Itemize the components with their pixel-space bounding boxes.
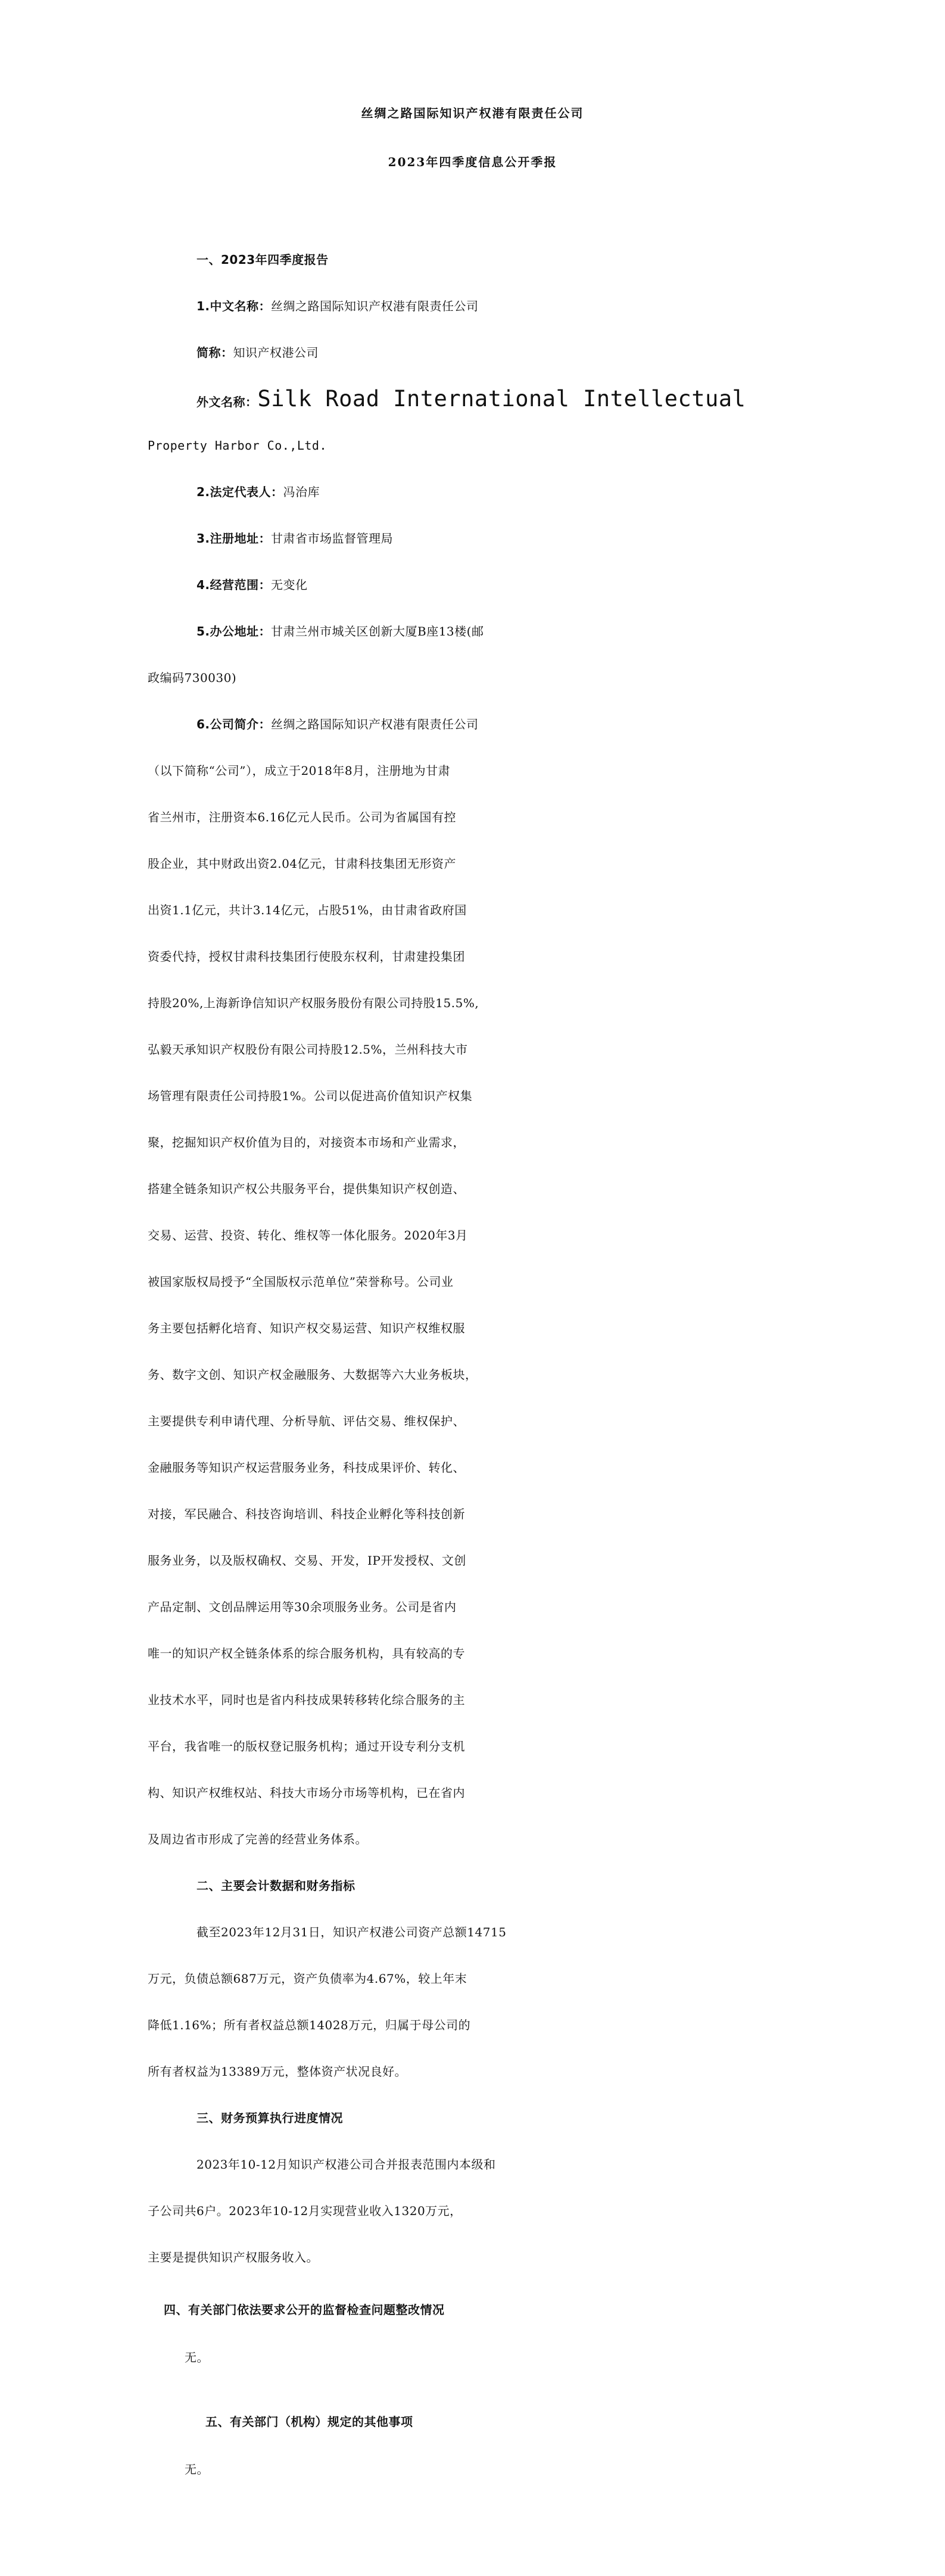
foreign-name	[197, 384, 945, 418]
section-2-line: 所有者权益为13389万元，整体资产状况良好。	[148, 2064, 407, 2079]
item-6-line: 务、数字文创、知识产权金融服务、大数据等六大业务板块，	[148, 1368, 478, 1382]
short-name-label: 简称：	[197, 345, 233, 360]
section-3-line: 2023年10-12月知识产权港公司合并报表范围内本级和	[197, 2157, 496, 2172]
item-6-line: 搭建全链条知识产权公共服务平台，提供集知识产权创造、	[148, 1182, 465, 1196]
document-title-line-1: 丝绸之路国际知识产权港有限责任公司	[361, 106, 584, 120]
foreign-name-label: 外文名称：	[197, 395, 258, 409]
section-4-body: 无。	[185, 2350, 209, 2365]
item-6-line: 业技术水平，同时也是省内科技成果转移转化综合服务的主	[148, 1693, 465, 1707]
item-2-legal-rep	[197, 476, 945, 507]
item-4-value: 无变化	[271, 578, 308, 592]
item-6-line: 省兰州市，注册资本6.16亿元人民币。公司为省属国有控	[148, 810, 457, 824]
section-3-line: 子公司共6户。2023年10-12月实现营业收入1320万元，	[148, 2204, 462, 2218]
item-5-value-1: 甘肃兰州市城关区创新大厦B座13楼(邮	[271, 624, 484, 638]
item-1-chinese-name	[197, 291, 945, 322]
item-6-line: 平台，我省唯一的版权登记服务机构；通过开设专利分支机	[148, 1739, 465, 1753]
section-1-heading: 一、2023年四季度报告	[197, 253, 329, 267]
item-6-line: 被国家版权局授予“全国版权示范单位”荣誉称号。公司业	[148, 1275, 454, 1289]
section-2-line: 截至2023年12月31日，知识产权港公司资产总额14715	[197, 1925, 507, 1939]
short-name	[197, 337, 945, 368]
item-6-line: 股企业，其中财政出资2.04亿元，甘肃科技集团无形资产	[148, 856, 457, 871]
section-2-line: 降低1.16%；所有者权益总额14028万元，归属于母公司的	[148, 2018, 471, 2032]
item-5-office-address	[197, 616, 945, 647]
section-5-heading: 五、有关部门（机构）规定的其他事项	[205, 2415, 413, 2429]
item-6-line: 弘毅天承知识产权股份有限公司持股12.5%，兰州科技大市	[148, 1042, 468, 1057]
item-6-line: （以下简称“公司”），成立于2018年8月，注册地为甘肃	[148, 764, 451, 778]
item-1-value: 丝绸之路国际知识产权港有限责任公司	[271, 299, 479, 313]
short-name-value: 知识产权港公司	[233, 345, 319, 360]
item-6-line-0: 丝绸之路国际知识产权港有限责任公司	[271, 717, 479, 731]
item-4-business-scope	[197, 569, 945, 600]
item-6-line: 及周边省市形成了完善的经营业务体系。	[148, 1832, 367, 1846]
foreign-name-value-2: Property Harbor Co.,Ltd.	[148, 438, 327, 453]
item-5-value-2: 政编码730030)	[148, 671, 237, 685]
section-5-body: 无。	[185, 2462, 209, 2477]
item-6-label: 6.公司简介：	[197, 717, 272, 731]
section-3-heading: 三、财务预算执行进度情况	[197, 2111, 343, 2125]
section-2-line: 万元，负债总额687万元，资产负债率为4.67%，较上年末	[148, 1971, 467, 1986]
item-4-label: 4.经营范围：	[197, 578, 272, 592]
item-5-label: 5.办公地址：	[197, 624, 272, 638]
item-6-line: 主要提供专利申请代理、分析导航、评估交易、维权保护、	[148, 1414, 465, 1428]
item-6-line: 持股20%,上海新诤信知识产权服务股份有限公司持股15.5%,	[148, 996, 479, 1010]
item-6-line: 资委代持，授权甘肃科技集团行使股东权利，甘肃建投集团	[148, 949, 465, 964]
item-3-value: 甘肃省市场监督管理局	[271, 531, 394, 546]
item-6-line: 构、知识产权维权站、科技大市场分市场等机构，已在省内	[148, 1786, 465, 1800]
item-6-line: 产品定制、文创品牌运用等30余项服务业务。公司是省内	[148, 1600, 457, 1614]
section-3-line: 主要是提供知识产权服务收入。	[148, 2250, 319, 2264]
item-6-line: 聚，挖掘知识产权价值为目的，对接资本市场和产业需求，	[148, 1135, 465, 1150]
item-6-line: 唯一的知识产权全链条体系的综合服务机构，具有较高的专	[148, 1646, 465, 1661]
item-2-label: 2.法定代表人：	[197, 485, 283, 499]
section-4-heading: 四、有关部门依法要求公开的监督检查问题整改情况	[164, 2303, 445, 2317]
item-6-line: 场管理有限责任公司持股1%。公司以促进高价值知识产权集	[148, 1089, 473, 1103]
item-6-line: 金融服务等知识产权运营服务业务，科技成果评价、转化、	[148, 1460, 465, 1475]
item-3-registered-address	[197, 523, 945, 554]
item-1-label: 1.中文名称：	[197, 299, 272, 313]
item-6-line: 务主要包括孵化培育、知识产权交易运营、知识产权维权服	[148, 1321, 465, 1335]
item-6-line: 出资1.1亿元，共计3.14亿元，占股51%，由甘肃省政府国	[148, 903, 467, 917]
section-2-heading: 二、主要会计数据和财务指标	[197, 1879, 355, 1893]
item-3-label: 3.注册地址：	[197, 531, 272, 546]
foreign-name-value-1: Silk Road International Intellectual	[257, 386, 746, 412]
item-6-line: 交易、运营、投资、转化、维权等一体化服务。2020年3月	[148, 1228, 468, 1242]
item-6-line: 对接，军民融合、科技咨询培训、科技企业孵化等科技创新	[148, 1507, 465, 1521]
item-6-profile	[197, 709, 945, 740]
item-6-line: 服务业务，以及版权确权、交易、开发，IP开发授权、文创	[148, 1553, 466, 1568]
item-2-value: 冯治库	[283, 485, 320, 499]
document-title-line-2: 2023年四季度信息公开季报	[388, 155, 557, 169]
